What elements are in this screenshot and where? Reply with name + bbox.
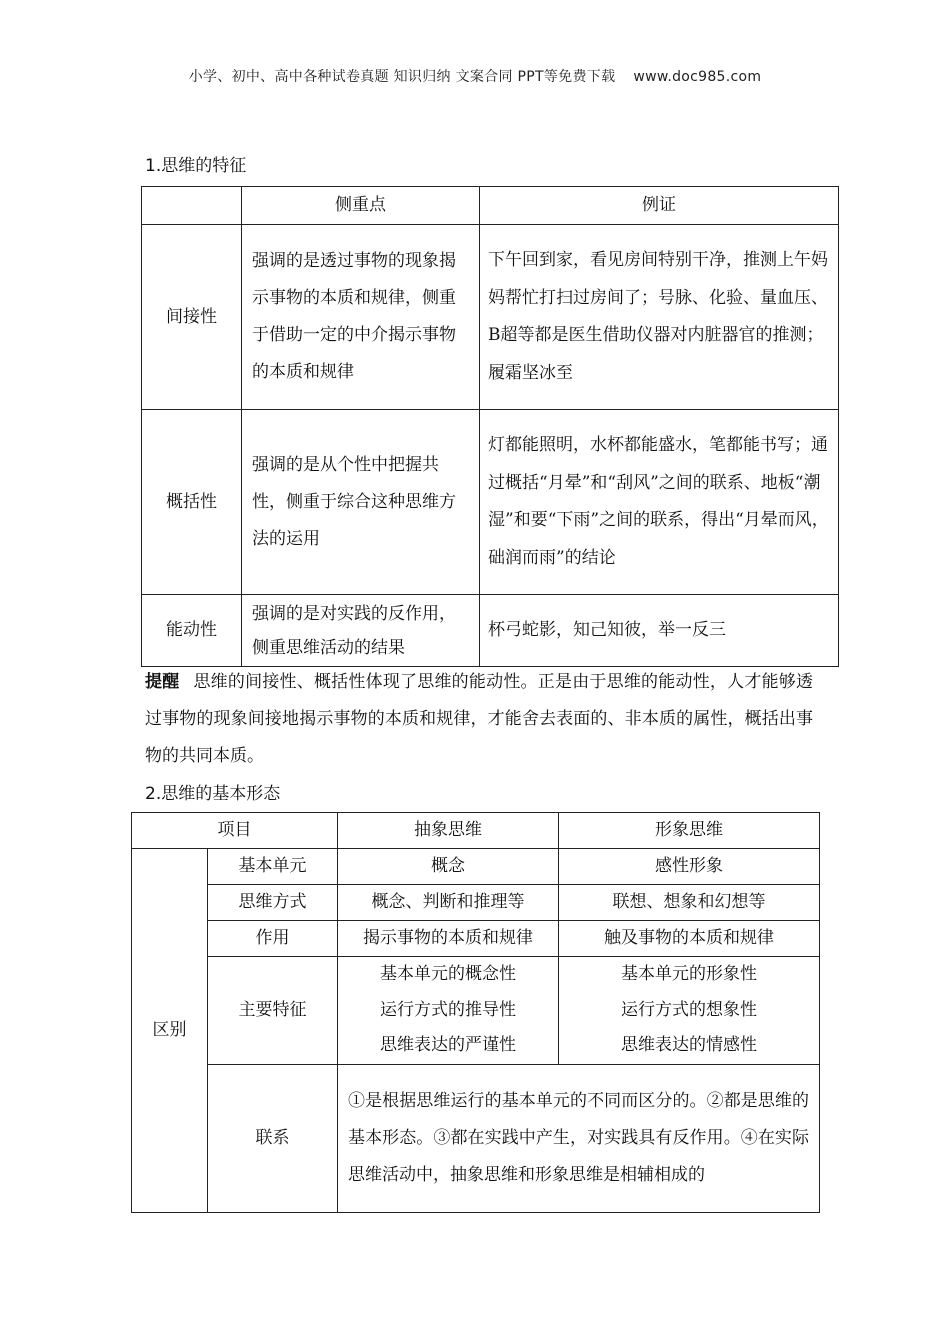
feature-name: 能动性 [142,595,242,667]
row-abstract: 概念 [338,849,559,885]
header-cell-abstract: 抽象思维 [338,813,559,849]
table-row [132,849,820,885]
header-cell-image: 形象思维 [559,813,820,849]
row-item: 主要特征 [208,957,338,1065]
feature-line: 思维表达的严谨性 [380,1035,516,1055]
thinking-features-table [141,186,839,667]
feature-example: 灯都能照明，水杯都能盛水，笔都能书写；通过概括“月晕”和“刮风”之间的联系、地板“潮湿”和要“下雨”之间的联系，得出“月晕而风，础润而雨”的结论 [480,410,839,595]
feature-line: 思维表达的情感性 [621,1035,757,1055]
row-image: 触及事物的本质和规律 [559,921,820,957]
header-url: www.doc985.com [633,69,762,85]
group-label: 区别 [132,849,208,1213]
feature-example: 下午回到家，看见房间特别干净，推测上午妈妈帮忙打扫过房间了；号脉、化验、量血压、B超等都是医生借助仪器对内脏器官的推测；履霜坚冰至 [480,225,839,410]
table-row [132,1064,820,1212]
row-image: 感性形象 [559,849,820,885]
row-abstract: 概念、判断和推理等 [338,885,559,921]
table-row [142,595,839,667]
feature-example: 杯弓蛇影，知己知彼，举一反三 [480,595,839,667]
header-cell-empty [142,187,242,225]
feature-line: 基本单元的概念性 [380,964,516,984]
page-header [0,66,950,86]
section2-title: 2.思维的基本形态 [145,784,281,804]
table-row [132,921,820,957]
header-cell-example: 例证 [480,187,839,225]
table-row [142,410,839,595]
row-item: 思维方式 [208,885,338,921]
feature-line: 运行方式的推导性 [380,999,516,1020]
header-cell-focus: 侧重点 [242,187,480,225]
features-image [559,957,820,1065]
features-abstract [338,957,559,1065]
header-cell-item: 项目 [132,813,338,849]
feature-focus: 强调的是从个性中把握共性，侧重于综合这种思维方法的运用 [242,410,480,595]
section1-title: 1.思维的特征 [145,156,247,176]
feature-line: 运行方式的想象性 [621,999,757,1020]
feature-name: 间接性 [142,225,242,410]
feature-focus: 强调的是对实践的反作用，侧重思维活动的结果 [242,595,480,667]
row-abstract: 揭示事物的本质和规律 [338,921,559,957]
row-image: 联想、想象和幻想等 [559,885,820,921]
feature-name: 概括性 [142,410,242,595]
relation-text: ①是根据思维运行的基本单元的不同而区分的。②都是思维的基本形态。③都在实践中产生，对实践具有反作用。④在实际思维活动中，抽象思维和形象思维是相辅相成的 [338,1064,820,1212]
header-text: 小学、初中、高中各种试卷真题 知识归纳 文案合同 PPT等免费下载 [188,69,616,85]
reminder-note [145,664,813,775]
feature-line: 基本单元的形象性 [621,964,757,984]
note-label: 提醒 [145,672,180,692]
table-header-row [142,187,839,225]
thinking-forms-table [131,812,820,1213]
feature-focus: 强调的是透过事物的现象揭示事物的本质和规律，侧重于借助一定的中介揭示事物的本质和规律 [242,225,480,410]
table-row [132,957,820,1065]
row-item: 联系 [208,1064,338,1212]
table-header-row [132,813,820,849]
table-row [142,225,839,410]
note-text: 思维的间接性、概括性体现了思维的能动性。正是由于思维的能动性，人才能够透过事物的现象间接地揭示事物的本质和规律，才能舍去表面的、非本质的属性，概括出事物的共同本质。 [145,672,814,766]
row-item: 基本单元 [208,849,338,885]
table-row [132,885,820,921]
row-item: 作用 [208,921,338,957]
